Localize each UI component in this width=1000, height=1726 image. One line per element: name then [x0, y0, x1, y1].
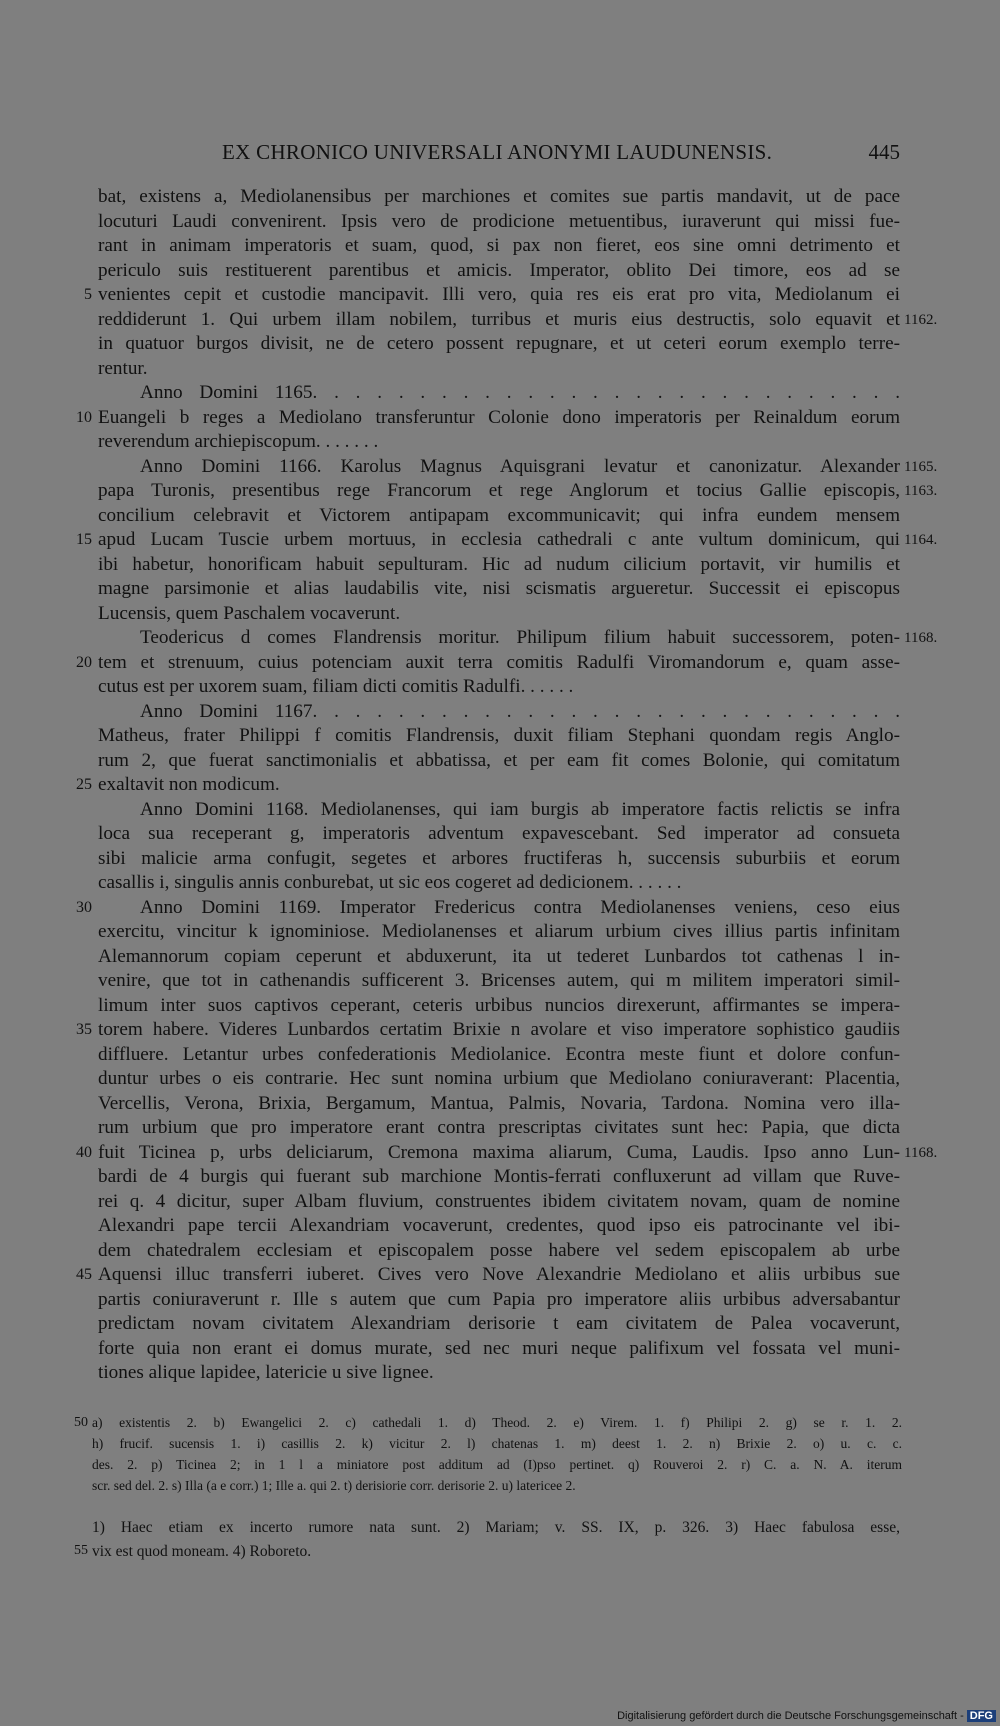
line-number: 45 [76, 1266, 92, 1283]
margin-year: 1164. [904, 532, 938, 548]
line-number: 30 [76, 898, 92, 916]
text-line: rum urbium que pro imperatore erant contra prescriptas civitates sunt hec: Papia, que dicta [98, 1117, 900, 1138]
text-line: loca sua receperant g, imperatoris adventum expavescebant. Sed imperator ad consueta [98, 823, 900, 844]
margin-year: 1168. [904, 630, 938, 646]
line-number: 40 [76, 1143, 92, 1161]
text-line: rum 2, que fuerat sanctimonialis et abbatissa, et per eam fit comes Bolonie, qui comitatum [98, 749, 900, 771]
footnote-line: 1) Haec etiam ex incerto rumore nata sunt. 2) Mariam; v. SS. IX, p. 326. 3) Haec fabulosa esse, [92, 1519, 900, 1536]
text-line: bat, existens a, Mediolanensibus per marchiones et comites sue partis mandavit, ut de pace [98, 186, 900, 207]
margin-year: 1162. [904, 311, 938, 328]
apparatus-line: scr. sed del. 2. s) Illa (a e corr.) 1; Ille a. qui 2. t) derisiorie corr. derisorie 2. u) latericee 2. [92, 1478, 576, 1493]
text-line: Aquensi illuc transferri iuberet. Cives vero Nove Alexandrie Mediolano et aliis urbibus sue [98, 1264, 900, 1285]
text-line: tem et strenuum, cuius potenciam auxit terra comitis Radulfi Viromandorum e, quam asse- [98, 651, 900, 673]
text-line: sibi malicie arma confugit, segetes et arbores fructiferas h, succensis suburbiis et eorum [98, 847, 900, 869]
text-line: Matheus, frater Philippi f comitis Flandrensis, duxit filiam Stephani quondam regis Anglo- [98, 725, 900, 746]
text-line: rei q. 4 dicitur, super Albam fluvium, construentes ibidem civitatem novam, quam de nomine [98, 1190, 900, 1212]
text-line: Anno Domini 1168. Mediolanenses, qui iam burgis ab imperatore factis relictis se infra [140, 798, 900, 820]
text-line: reverendum archiepiscopum. . . . . . . [98, 431, 379, 452]
line-number: 35 [76, 1021, 92, 1038]
text-line: predictam novam civitatem Alexandriam derisorie t eam civitatem de Palea vocaverunt, [98, 1313, 900, 1334]
margin-year: 1168. [904, 1144, 938, 1161]
apparatus-line: des. 2. p) Ticinea 2; in 1 l a miniatore post additum ad (I)pso pertinet. q) Rouveroi 2. r) C. a. N. A. iterum [92, 1457, 902, 1472]
text-line: limum inter suos captivos ceperant, ceteris urbibus nuncios direxerunt, affirmantes se impera- [98, 994, 900, 1016]
text-line: Vercellis, Verona, Brixia, Bergamum, Mantua, Palmis, Novaria, Tardona. Nomina vero illa- [98, 1092, 900, 1114]
text-line: fuit Ticinea p, urbs deliciarum, Cremona maxima aliarum, Cuma, Laudis. Ipso anno Lun- [98, 1141, 900, 1163]
text-line: duntur urbes o eis contrarie. Hec sunt nomina urbium que Mediolano coniuraverant: Placentia, [98, 1068, 900, 1089]
line-number: 5 [84, 286, 92, 303]
apparatus-line: h) frucif. sucensis 1. i) casillis 2. k) vicitur 2. l) chatenas 1. m) deest 1. 2. n) Brixie 2. o) u. c. c. [92, 1436, 902, 1451]
text-line: Lucensis, quem Paschalem vocaverunt. [98, 602, 401, 624]
digitization-credit [617, 1710, 996, 1722]
text-line: locuturi Laudi convenirent. Ipsis vero de prodicione metuentibus, iuraverunt qui missi fue- [98, 210, 900, 232]
text-line: Euangeli b reges a Mediolano transferuntur Colonie dono imperatoris per Reinaldum eorum [98, 406, 900, 428]
text-line: Anno Domini 1167. . . . . . . . . . . . . . . . . . . . . . . . . . . . [140, 700, 900, 722]
text-line: Anno Domini 1165. . . . . . . . . . . . . . . . . . . . . . . . . . . . [140, 382, 900, 403]
text-line: reddiderunt 1. Qui urbem illam nobilem, turribus et muris eius destructis, solo equavit et [98, 308, 900, 330]
text-line: rant in animam imperatoris et suam, quod, si pax non fieret, eos sine omni detrimento et [98, 235, 900, 256]
margin-year: 1165. [904, 458, 938, 475]
text-line: rentur. [98, 357, 148, 379]
text-line: dem chatedralem ecclesiam et episcopalem posse habere vel sedem episcopalem ab urbe [98, 1239, 900, 1261]
text-line: forte quia non erant ei domus murate, sed nec muri neque palifixum vel fossata vel muni- [98, 1337, 900, 1359]
text-line: Alemannorum copiam ceperunt et abduxerunt, ita ut tederet Lunbardos tot cathenas l in- [98, 945, 900, 967]
line-number: 55 [74, 1543, 88, 1558]
line-number: 15 [76, 531, 92, 548]
text-line: partis coniuraverunt r. Ille s autem que cum Papia pro imperatore aliis urbibus adversabantur [98, 1288, 900, 1310]
line-number: 25 [76, 776, 92, 793]
text-line: papa Turonis, presentibus rege Francorum et rege Anglorum et tocius Gallie episcopis, [98, 480, 900, 501]
margin-year: 1163. [904, 483, 938, 499]
text-line: torem habere. Videres Lunbardos certatim Brixie n avolare et viso imperatore sophistico gaudiis [98, 1019, 900, 1040]
text-line: in quatuor burgos divisit, ne de cetero possent repugnare, et ut ceteri eorum exemplo terre- [98, 333, 900, 354]
text-line: apud Lucam Tuscie urbem mortuus, in ecclesia cathedrali c ante vultum dominicum, qui [98, 529, 900, 550]
text-line: magne parsimonie et alias laudabilis vite, nisi scismatis argueretur. Successit ei episcopus [98, 578, 900, 599]
text-line: exercitu, vincitur k ignominiose. Mediolanenses et aliarum urbium cives illius partis infinitam [98, 921, 900, 942]
text-line: periculo suis restituerent parentibus et amicis. Imperator, oblito Dei timore, eos ad se [98, 259, 900, 281]
text-line: venientes cepit et custodie mancipavit. Illi vero, quia res eis erat pro vita, Mediolanum ei [98, 284, 900, 305]
running-title: EX CHRONICO UNIVERSALI ANONYMI LAUDUNENSIS. [222, 140, 773, 164]
text-line: Alexandri pape tercii Alexandriam vocaverunt, credentes, quod ipso eis patrocinante vel ibi- [98, 1215, 900, 1236]
text-line: tiones alique lapidee, latericie u sive lignee. [98, 1362, 434, 1383]
text-line: exaltavit non modicum. [98, 774, 280, 795]
text-line: ibi habetur, honorificam habuit sepulturam. Hic ad nudum cilicium portavit, vir humilis et [98, 553, 900, 575]
line-number: 20 [76, 653, 92, 671]
footnote-line: vix est quod moneam. 4) Roboreto. [92, 1543, 312, 1560]
text-line: venire, que tot in cathenandis sufficerent 3. Bricenses autem, qui m militem imperatori simil- [98, 970, 900, 991]
page-number: 445 [868, 140, 900, 164]
line-number: 10 [76, 408, 92, 426]
text-line: diffluere. Letantur urbes confederationis Mediolanice. Econtra meste fiunt et dolore confun- [98, 1043, 900, 1065]
text-line: Anno Domini 1169. Imperator Fredericus contra Mediolanenses veniens, ceso eius [140, 896, 900, 918]
apparatus-line: a) existentis 2. b) Ewangelici 2. c) cathedali 1. d) Theod. 2. e) Virem. 1. f) Philipi 2. g) se r. 1. 2. [92, 1415, 902, 1430]
text-line: bardi de 4 burgis qui fuerant sub marchione Montis-ferrati confluxerunt ad villam que Ruve- [98, 1166, 900, 1187]
credit-text: Digitalisierung gefördert durch die Deutsche Forschungsgemeinschaft - [617, 1710, 964, 1722]
text-line: Anno Domini 1166. Karolus Magnus Aquisgrani levatur et canonizatur. Alexander [140, 455, 900, 477]
line-number: 50 [74, 1415, 88, 1430]
running-header [100, 140, 900, 166]
text-line: concilium celebravit et Victorem antipapam excommunicavit; qui infra eundem mensem [98, 504, 900, 526]
text-line: cutus est per uxorem suam, filiam dicti comitis Radulfi. . . . . . [98, 676, 574, 697]
text-line: Teodericus d comes Flandrensis moritur. Philipum filium habuit successorem, poten- [140, 627, 900, 648]
text-line: casallis i, singulis annis conburebat, ut sic eos cogeret ad dedicionem. . . . . . [98, 872, 682, 893]
dfg-logo: DFG [967, 1710, 996, 1722]
